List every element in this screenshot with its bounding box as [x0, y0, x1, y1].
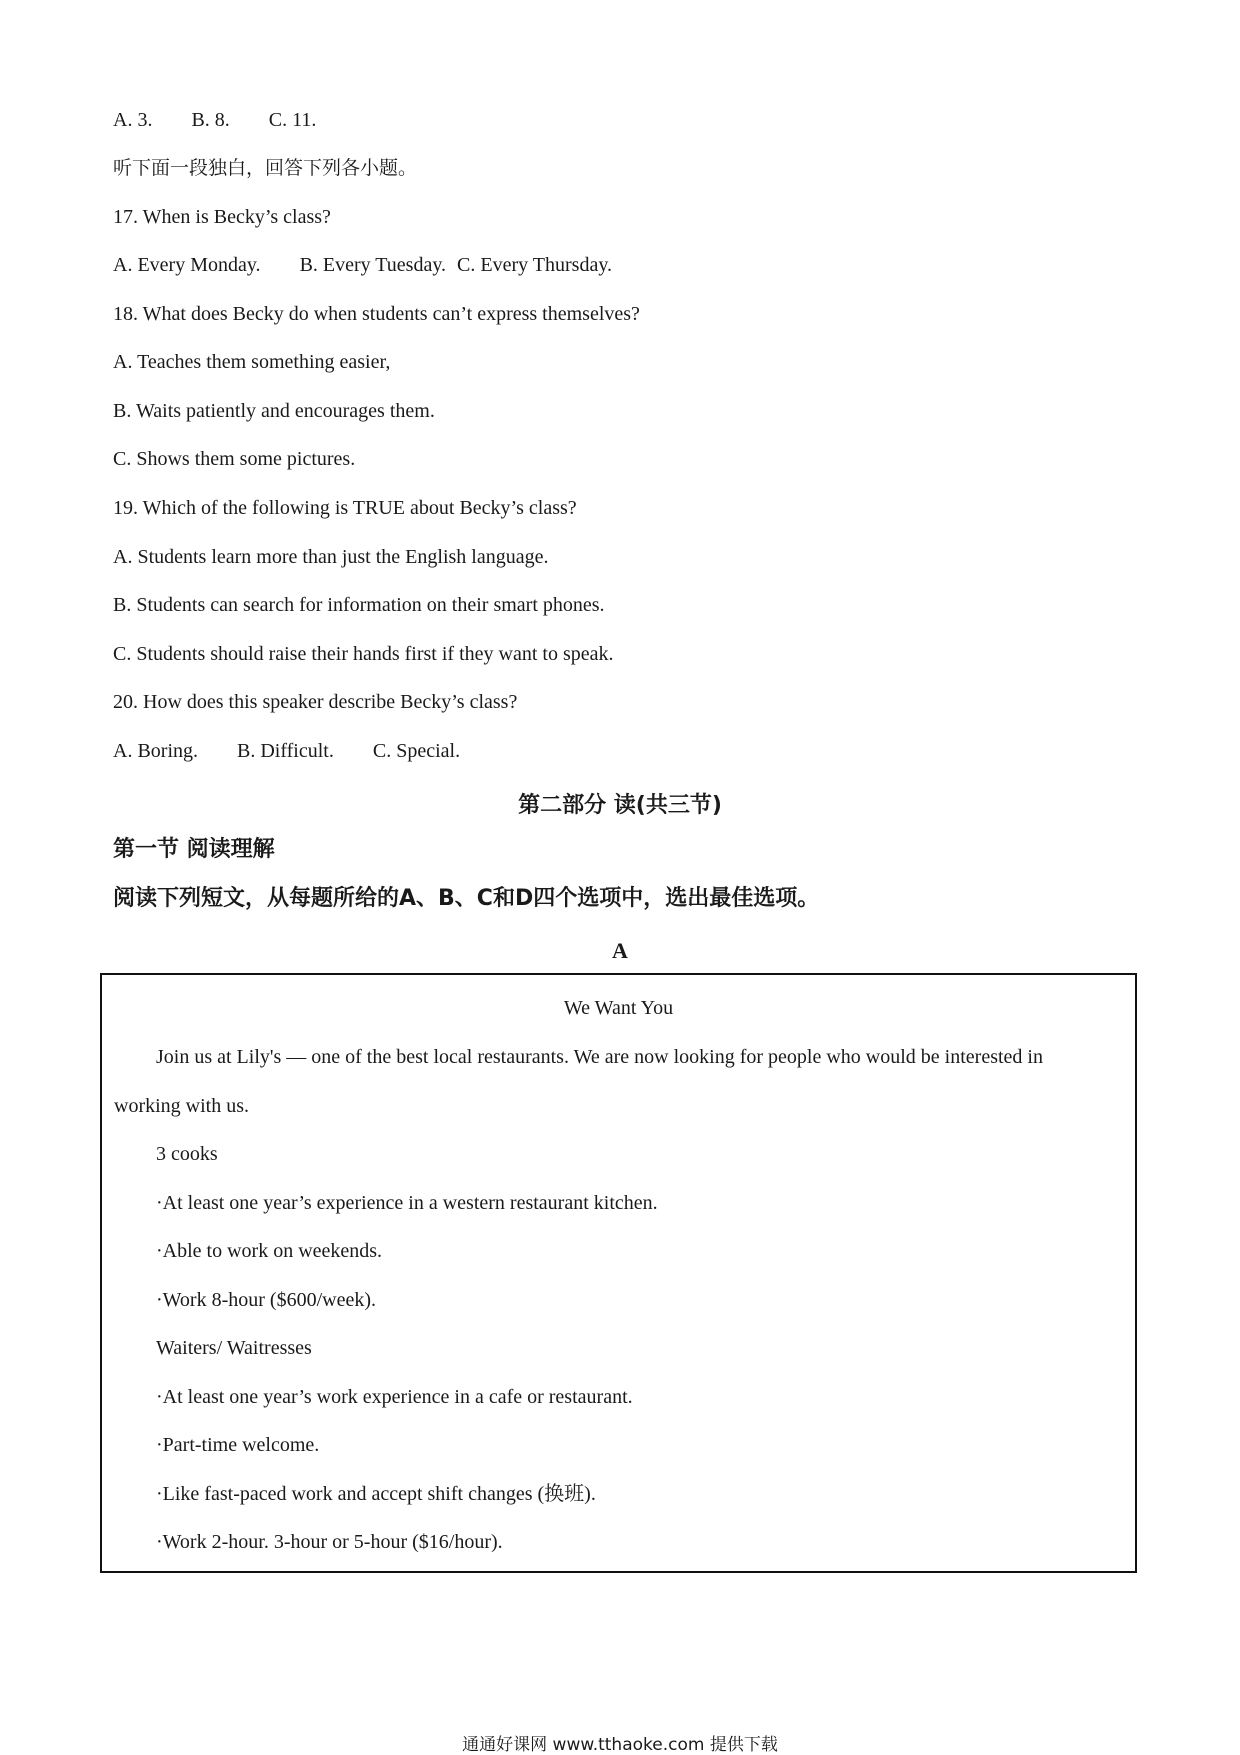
option-c: C. 11.	[268, 109, 317, 131]
q18-option-a: A. Teaches them something easier,	[113, 351, 391, 373]
question-18: 18. What does Becky do when students can’t express themselves?	[113, 303, 640, 325]
q16-options	[113, 108, 350, 132]
passage-label: A	[612, 938, 628, 963]
ad-intro-line1: Join us at Lily's — one of the best local restaurants. We are now looking for people who would be interested in	[156, 1046, 1043, 1068]
q17-options	[113, 253, 646, 277]
question-17: 17. When is Becky’s class?	[113, 206, 331, 228]
waiters-item: ·Like fast-paced work and accept shift changes (换班).	[156, 1483, 596, 1505]
waiters-item: ·Part-time welcome.	[156, 1434, 320, 1456]
cooks-heading: 3 cooks	[156, 1143, 218, 1165]
option-b: B. Every Tuesday.	[299, 254, 447, 276]
option-c: C. Special.	[372, 740, 461, 762]
cooks-item: ·Work 8-hour ($600/week).	[156, 1289, 376, 1311]
waiters-heading: Waiters/ Waitresses	[156, 1337, 312, 1359]
question-19: 19. Which of the following is TRUE about Becky’s class?	[113, 497, 577, 519]
q19-option-a: A. Students learn more than just the English language.	[113, 546, 549, 568]
waiters-item: ·At least one year’s work experience in a cafe or restaurant.	[156, 1386, 633, 1408]
listening-instruction: 听下面一段独白，回答下列各小题。	[113, 157, 418, 179]
part-title: 第二部分 读(共三节)	[518, 793, 722, 818]
waiters-item: ·Work 2-hour. 3-hour or 5-hour ($16/hour).	[156, 1531, 503, 1553]
q18-option-c: C. Shows them some pictures.	[113, 448, 356, 470]
option-a: A. Boring.	[113, 740, 198, 762]
cooks-item: ·Able to work on weekends.	[156, 1240, 383, 1262]
ad-title: We Want You	[563, 997, 674, 1019]
option-a: A. 3.	[113, 109, 153, 131]
q19-option-b: B. Students can search for information on their smart phones.	[113, 594, 605, 616]
ad-intro-line2: working with us.	[114, 1095, 249, 1117]
cooks-item: ·At least one year’s experience in a western restaurant kitchen.	[156, 1192, 658, 1214]
option-a: A. Every Monday.	[113, 254, 261, 276]
option-b: B. Difficult.	[237, 740, 334, 762]
option-c: C. Every Thursday.	[457, 254, 613, 276]
reading-instruction: 阅读下列短文，从每题所给的A、B、C和D四个选项中，选出最佳选项。	[113, 886, 820, 911]
ad-box	[100, 973, 1137, 1573]
q19-option-c: C. Students should raise their hands first if they want to speak.	[113, 643, 614, 665]
section-title: 第一节 阅读理解	[113, 837, 275, 862]
footer-source: 通通好课网 www.tthaoke.com 提供下载	[462, 1735, 778, 1755]
q18-option-b: B. Waits patiently and encourages them.	[113, 400, 435, 422]
question-20: 20. How does this speaker describe Becky’s class?	[113, 691, 518, 713]
option-b: B. 8.	[191, 109, 230, 131]
q20-options	[113, 739, 494, 763]
